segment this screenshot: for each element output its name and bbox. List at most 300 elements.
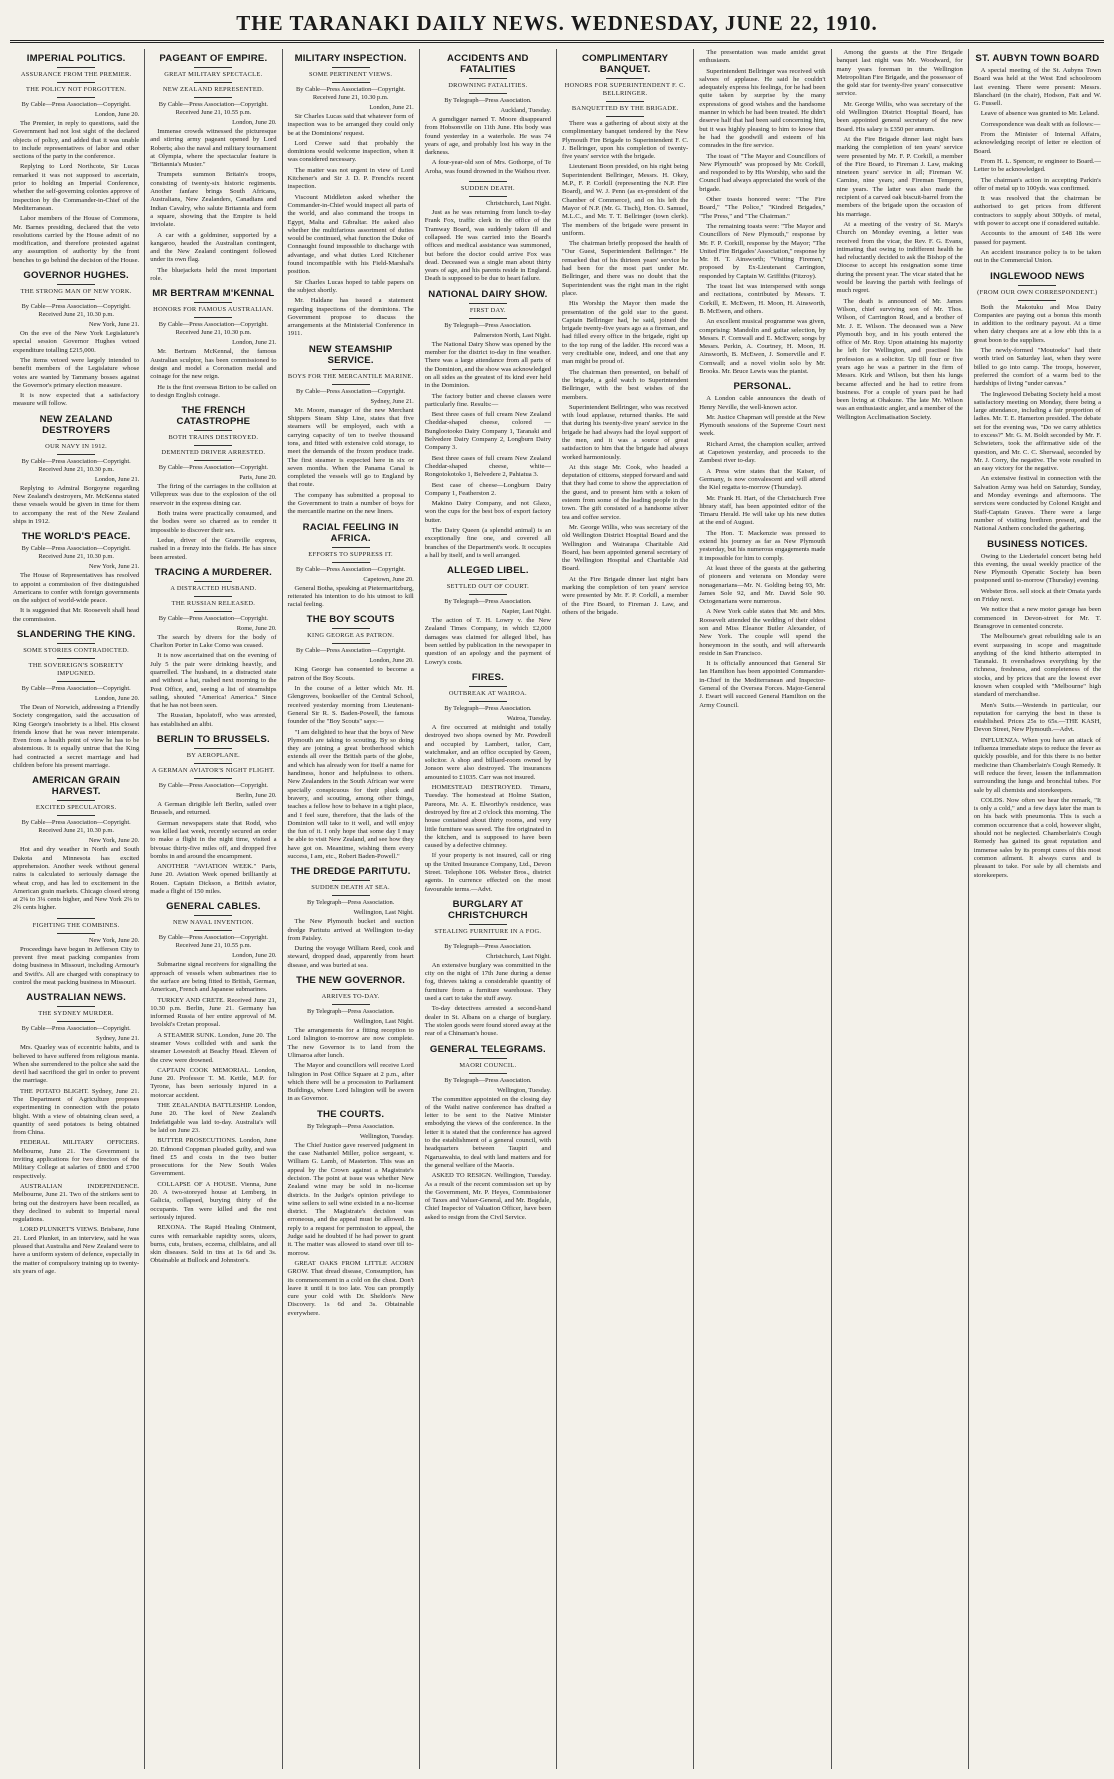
article [288,975,414,1104]
article [288,344,414,517]
article-paragraph: Mr. George Willis, who was secretary of the old Wellington District Hospital Board and the Wellington and Wairarapa Charitable Aid Board, has been appointed general secretary of the Wellington Hospital and Charitable Aid Board. [562,523,689,573]
divider-rule [1018,300,1056,301]
column-6 [694,49,831,1769]
article-subheading: FIGHTING THE COMBINES. [32,921,120,929]
divider-rule [194,915,232,916]
divider-rule [469,196,507,197]
divider-rule [194,67,232,68]
divider-rule [194,763,232,764]
article-paragraph: An accident insurance policy is to be taken out in the Commercial Union. [973,248,1101,265]
article-paragraph: A Press wire states that the Kaiser, of Germany, is now convalescent and will attend the Kiel regatta to-morrow (Thursday). [699,467,826,492]
article-subheading: A GERMAN AVIATOR'S NIGHT FLIGHT. [151,767,275,775]
article-paragraph: Trumpets summon Britain's troops, consisting of twenty-six historic regiments. Another fanfare brings South Africans, Australians, New Zealanders, Canadians and Indian Cavalry, who salute Britannia and form a square, showing that the Empire is held inviolate. [150,171,277,229]
article-subheading: BOYS FOR THE MERCANTILE MARINE. [287,372,414,380]
article-paragraph: The chairman's action in accepting Parkin's offer of metal up to 100yds. was confirmed. [973,176,1101,192]
article-dateline: New York, June 21. [88,563,140,571]
article [13,629,139,770]
article-dateline: London, June 20. [232,119,277,126]
article-byline: By Cable—Press Association—Copyright. [296,565,406,573]
article [150,53,276,283]
article-paragraph: The Russian, Ispolatoff, who was arrested, has established an alibi. [150,712,277,728]
article-subheading: FIRST DAY. [469,306,506,314]
article-dateline: Paris, June 20. [239,474,277,482]
article-paragraph: CAPTAIN COOK MEMORIAL. London, June 20. Professor T. M. Kettle, M.P. for Tyrone, has been seriously injured in a motorcar accident. [150,1066,277,1099]
article-headline: NATIONAL DAIRY SHOW. [428,288,548,300]
article-paragraph: The company has submitted a proposal to the Government to train a number of boys for the mercantile marine on the new liners. [287,491,414,516]
article-paragraph: The newly-formed "Moutoeka" had their worth tried on Saturday last, when they were billed to go into camp. The troops, however, preferred the comfort of a warm bed to the hardships of living "under canvas." [973,347,1101,388]
article-paragraph: The House of Representatives has resolved to appoint a commission of five distinguished Americans to confer with foreign governments on the subject of world-wide peace. [13,572,140,605]
article [13,775,139,912]
article-paragraph: The search by divers for the body of Charlton Porter in Lake Como was ceased. [150,633,277,650]
article-paragraph: The items vetoed were largely intended to benefit members of the Legislature whose votes are wanted by Tammany bosses against the Governor's primary election measure. [13,356,140,389]
article-subheading: BY AEROPLANE. [186,752,241,760]
article-paragraph: During the voyage William Reed, cook and steward, dropped dead, apparently from heart disease, and was buried at sea. [287,945,414,969]
divider-rule [469,181,507,182]
divider-rule [332,82,370,83]
article-subheading: (FROM OUR OWN CORRESPONDENT.) [977,288,1098,296]
article-paragraph: The toast of "The Mayor and Councillors of New Plymouth" was proposed by Mr. Corkill, and responded to by His Worship, who said the Council had always appreciated the work of the brigade. [699,152,826,193]
article-byline: By Telegraph—Press Association. [444,97,532,104]
article-headline: IMPERIAL POLITICS. [26,53,126,64]
article-paragraph: GREAT OAKS FROM LITTLE ACORN GROW. That dread disease, Consumption, has its commencement in a cold on the chest. Don't leave it until it is too late. You can promptly cure your cold with Dr. Sheldon's New Discovery. 1s 6d and 3s. Obtainable everywhere. [287,1259,414,1317]
article-paragraph: An extensive festival in connection with the Salvation Army was held on Saturday, Sunday, and Monday evenings and afternoons. The services were conducted by Colonel Knight and Staff-Captain Graves. There were a large number of visiting brethren present, and the National Anthem concluded the gathering. [973,475,1101,533]
article [13,53,139,265]
article-paragraph: The Mayor and councillors will receive Lord Islington in Post Office Square at 2 p.m., after which there will be a procession to Parliament Buildings, where Lord Islington will be sworn in as Governor. [287,1062,414,1103]
article [425,565,551,667]
divider-rule [332,384,370,385]
divider-rule [1018,285,1056,286]
article-dateline: Capetown, June 20. [363,575,414,583]
article-headline: MILITARY INSPECTION. [294,53,407,64]
article-dateline: New York, June 20. [88,837,140,845]
article-headline: THE COURTS. [317,1108,385,1120]
article-paragraph: ANOTHER "AVIATION WEEK." Paris, June 20. Aviation Week opened brilliantly at Rouen. Captain Dickson, a British aviator, made a flight of 150 miles. [150,863,277,896]
divider-rule [469,594,507,595]
article-paragraph: HOMESTEAD DESTROYED. Timaru, Tuesday. The homestead at Holme Station, Pareora, Mr. A. E. Elworthy's residence, was destroyed by fire at 2 o'clock this morning. The house contained about thirty rooms, and very little furniture was saved. The fire originated in the kitchen, and is supposed to have been caused by a defective chimney. [424,784,551,850]
divider-rule [469,1073,507,1074]
article-byline: By Telegraph—Press Association. [444,942,532,950]
article-paragraph: INFLUENZA. When you have an attack of influenza immediate steps to reduce the fever as quickly possible, and for this there is no better medicine than Chamberlain's Cough Remedy. It will reduce the fever, lessen the inflammation surrounding the lungs and bronchial tubes. For sale by all chemists and storekeepers. [973,736,1101,794]
article-paragraph: Mr. Frank H. Hart, of the Christchurch Free library staff, has been appointed editor of the Timaru Herald. He will take up his new duties at the end of August. [699,494,826,527]
article-byline: By Telegraph—Press Association. [444,321,532,329]
article-paragraph: Viscount Middleton asked whether the Commander-in-Chief would inspect all parts of the world, and also command the troops in Egypt, Malta and Gibraltar. He asked also whether the multifarious assortment of duties would be continued, what function the Duke of Connaught found impossible to discharge with advantage, and what duties Lord Kitchener found incompatible with his Field-Marshal's position. [287,193,414,276]
article-paragraph: "I am delighted to hear that the boys of New Plymouth are taking to scouting. By so doing they are joining a great brotherhood which extends all over the British parts of the globe, and which has already won for itself a name for handiness, honor and helpfulness to others. New Zealanders in the South African war were specially conspicuous for their pluck and bravery, and scouting, among other things, teaches a fellow how to behave in a tight place, and I feel sure, therefore, that the lads of the Dominion will take to it well, and will enjoy the fun of it. I only hope that some day I may be able to visit New Zealand, and see how they have got on. Meantime, wishing them every success, I am, etc., Robert Baden-Powell." [287,728,414,860]
divider-rule [194,430,232,431]
article-subheading: THE SOVEREIGN'S SOBRIETY IMPUGNED. [28,661,124,677]
article [288,53,414,339]
article-headline: BERLIN TO BRUSSELS. [156,734,270,746]
article-paragraph: A special meeting of the St. Aubyns Town Board was held at the West End schoolroom last evening. There were present: Messrs. Blanchard (in the chair), Hodson, Fait and W. G. Fussell. [973,67,1101,108]
divider-rule [194,97,232,98]
newspaper-title: THE TARANAKI DAILY NEWS. WEDNESDAY, JUNE 22, 1910. [236,11,878,35]
article-paragraph: We notice that a new motor garage has been commenced in Devon-street for Mr. T. Bransgrove in cemented concrete. [973,606,1101,630]
article-paragraph: At least three of the guests at the gathering of pioneers and veterans on Monday were nonagenarians—Mr. N. Golding being 93, Mr. James Sole 92, and Mr. David Sole 90. Octogenarians were numerous. [699,564,826,606]
article [425,53,551,176]
article-subheading: BANQUETTED BY THE BRIGADE. [571,105,679,112]
article-paragraph: A fire occurred at midnight and totally destroyed two shops owned by Mr. Powdrell and occupied by Lambert, tailor, Carr, watchmaker, and an office occupied by Green, solicitor. A shop and billiard-room owned by Jonson were also destroyed. The insurances amounted to £1035. Carr was not insured. [424,723,551,781]
article-paragraph: Best case of cheese—Longburn Dairy Company 1, Featherston 2. [424,481,551,497]
article-dateline: New York, June 21. [88,321,140,329]
article-paragraph: On the eve of the New York Legislature's special session Governor Hughes vetoed expenditure totalling £215,000. [13,330,140,354]
divider-rule [57,681,95,682]
article-subheading: MAORI COUNCIL. [459,1061,517,1069]
article-headline: AMERICAN GRAIN HARVEST. [32,775,121,798]
divider-rule [194,596,232,597]
divider-rule [57,1021,95,1022]
article-paragraph: The presentation was made amidst great enthusiasm. [699,49,826,65]
article-dateline: London, June 20. [232,952,277,960]
article-paragraph: Superintendent Bellringer, who was received with loud applause, returned thanks. He said that during his twenty-five years' service in the brigade he had always had the loyal support of the men, and it was a source of great satisfaction to him that the brigade had always worked harmoniously. [562,403,689,461]
article-byline: By Telegraph—Press Association. [444,1076,532,1084]
article-paragraph: German newspapers state that Rodd, who was killed last week, recently secured an order to make a flight in the night time, visited a bivouac thirty-five miles off, and dropped five bombs in and around the encampment. [150,819,277,860]
article-byline: By Telegraph—Press Association. [306,1122,395,1130]
article-paragraph: Mr. Moore, manager of the new Merchant Shippers Steam Ship Line, states that five steamers will be employed, each with a carrying capacity of ten to twelve thousand tons, and fitted with extensive cold storage, to meet the demands of the frozen produce trade. The first steamer is expected here in six or seven months. When the Panama Canal is completed the vessels will go to England by that route. [287,406,414,489]
article-byline: By Cable—Press Association—Copyright. Received June 21, 10.30 p.m. [296,86,406,101]
article-paragraph: Mr. Bertram McKennal, the famous Australian sculptor, has been commissioned to design and model a Coronation medal and coinage for the new reign. [150,348,277,381]
article-headline: GOVERNOR HUGHES. [23,270,129,282]
article-paragraph: REXONA. The Rapid Healing Ointment, cures with remarkable rapidity sores, ulcers, burns, cuts, bruises, eczema, chilblains, and all skin diseases. Sold in tins at 1s 6d and 3s. Obtainable at Bullock and Johnston's. [150,1224,277,1265]
article-paragraph: Makino Dairy Company, and not Glaxo, won the cups for the best box of export factory butter. [424,500,551,524]
divider-rule [57,439,95,440]
article-paragraph: From H. L. Spencer, re engineer to Board.—Letter to be acknowledged. [973,157,1101,174]
divider-rule [57,299,95,300]
article-headline: AUSTRALIAN NEWS. [26,992,126,1004]
article [837,49,963,422]
article-paragraph: The factory butter and cheese classes were particularly fine. Results:— [424,392,551,408]
divider-rule [332,67,370,68]
article [288,614,414,861]
article-dateline: London, June 21. [232,339,277,347]
article-paragraph: ASKED TO RESIGN. Wellington, Tuesday. As a result of the recent commission set up by the Government, Mr. P. Heyes, Commissioner of Taxes and Valuer-General, and Mr. Bogdale, Chief Inspector of Valuation Officer, have been asked to resign from the Civil Service. [424,1172,551,1221]
article-paragraph: An excellent musical programme was given, comprising: Mandolin and guitar selection, by Messrs. F. Cornwall and E. McEwen; songs by Messrs. Perkin, A. Courtney, H. Moon, H. Ainsworth, B. McEwen, J. Somerville and F. Cornwall; and a novel violin solo by Mr. Brooks. Mr. Bruce Lewis was the pianist. [699,318,826,375]
article-paragraph: Men's Suits.—Westends in particular, our reputation for carrying the best in these is established. Prices 25s to 65s.—THE KASH, Devon Street, New Plymouth.—Advt. [973,701,1101,734]
article [150,405,276,562]
article-headline: RACIAL FEELING IN AFRICA. [302,521,399,544]
article-paragraph: It is suggested that Mr. Roosevelt shall head the commission. [13,607,140,623]
article-paragraph: The toast list was interspersed with songs and recitations, contributed by Messrs. T. Corkill, E. McEwen, H. Moon, H. Ainsworth, B. McEwen, and others. [699,283,826,315]
article-dateline: Palmerston North, Last Night. [473,331,551,339]
article-byline: By Telegraph—Press Association. [444,598,532,606]
article-paragraph: It is now ascertained that on the evening of July 5 the pair were drinking heavily, and quarrelled. The husband, in a distracted state and without a hat, rushed next morning to the Post Office, and, seeing a list of steamships sailing, shouted "America! America." Since that he has not been seen. [150,652,277,710]
divider-rule [332,880,370,881]
divider-rule [57,815,95,816]
article-paragraph: The Melbourne's great rebuilding sale is an event surpassing in scope and magnitude anything of the kind hitherto attempted in Taranaki. It overshadows everything by the richness, freshness, and completeness of the stocks, and by prices that are the lowest ever known when coupled with "Melbourne" high standard of merchandise. [973,633,1101,699]
divider-rule [194,82,232,83]
article-paragraph: The chairman then presented, on behalf of the brigade, a gold watch to Superintendent Bellringer, with the best wishes of the members. [562,368,689,401]
article-subheading: THE POLICY NOT FORGOTTEN. [26,86,127,93]
article-byline: By Cable—Press Association—Copyright. Received June 21, 10.30 p.m. [21,545,131,561]
column-8 [969,49,1106,1769]
article [425,181,551,284]
article-subheading: ASSURANCE FROM THE PREMIER. [20,71,132,78]
article [150,734,276,896]
article-paragraph: A German dirigible left Berlin, sailed over Brussels, and returned. [150,801,277,817]
divider-rule [606,78,644,79]
divider-rule [469,579,507,580]
article-paragraph: The Premier, in reply to questions, said the Government had not lost sight of the declared objects of policy, and added that it was unable to include representatives of labor and other sections of the party in the conference. [13,120,140,161]
article-paragraph: Correspondence was dealt with as follows:— [980,120,1101,128]
article-dateline: London, June 21. [369,104,414,111]
article [425,899,551,1039]
article-paragraph: At the Fire Brigade dinner last night bars marking the completion of ten years' service were presented by Mr. F. P. Corkill, a member of the Fire Board, to Fireman J. Law, and others of the brigade. [562,575,689,616]
article-paragraph: Replying to Lord Northcote, Sir Lucas remarked it was not supposed to ascertain, prior to holding an Imperial Conference, whether the self-governing colonies approve of inspection by the Commander-in-Chief of the Mediterranean. [13,163,140,212]
article [13,414,139,526]
divider-rule [332,1004,370,1005]
article [150,567,276,729]
article-byline: By Cable—Press Association—Copyright. [296,387,406,395]
divider-rule [469,1058,507,1059]
divider-rule [57,284,95,285]
article-byline: By Cable—Press Association—Copyright. [158,614,268,622]
article-paragraph: At a meeting of the vestry of St. Mary's Church on Monday evening, a letter was received from the vicar, the Rev. F. G. Evans, intimating that owing to indifferent health he had reluctantly decided to ask the Bishop of the Diocese to accept his resignation some time during the present year. The vicar stated that he would be leaving the parish with feelings of much regret. [836,220,963,295]
article-dateline: London, June 20. [94,111,140,118]
article-headline: ACCIDENTS AND FATALITIES [447,53,529,75]
article-paragraph: King George has consented to become a patron of the Boy Scouts. [287,666,414,682]
divider-rule [194,445,232,446]
article-headline: PERSONAL. [733,381,792,393]
divider-rule [194,317,232,318]
article-paragraph: General Botha, speaking at Pietermaritzburg, reiterated his intention to do his utmost to kill racial feeling. [287,584,414,609]
article-paragraph: THE POTATO BLIGHT. Sydney, June 21. The Department of Agriculture proposes experimenting in connection with the potato blight. With a view of obtaining clean seed, a quantity of seed potatoes is being obtained from China. [13,1087,140,1137]
article-dateline: Wellington, Last Night. [353,909,414,917]
article-paragraph: In the course of a letter which Mr. H. Glengroves, bookseller of the Central School, received yesterday morning from Lieutenant-General Sir R. S. Baden-Powell, the famous founder of the "Boy Scouts" says:— [287,685,414,726]
article-subheading: SOME PERTINENT VIEWS. [308,71,393,78]
divider-rule [194,302,232,303]
article-paragraph: THE ZEALANDIA BATTLESHIP. London, June 20. The keel of New Zealand's Indefatigable was laid to-day. Australia's will be laid on June 23. [150,1102,277,1134]
article-subheading: THE STRONG MAN OF NEW YORK. [20,288,132,296]
article-paragraph: It was resolved that the chairman be authorised to get prices from different contractors to supply about 300yds. of metal, with power to accept one if considered suitable. [973,195,1101,228]
article-headline: NEW STEAMSHIP SERVICE. [308,343,393,366]
divider-rule [194,748,232,749]
divider-rule [332,643,370,644]
article [974,53,1101,266]
article-paragraph: Other toasts honored were: "The Fire Board," "The Police," "Kindred Brigades," "The Press," and "The Chairman." [699,196,826,220]
article-paragraph: The Hon. T. Mackenzie was pressed to extend his journey as far as New Plymouth yesterday, but his numerous engagements made it impossible for him to comply. [699,529,826,562]
article-byline: By Telegraph—Press Association. [306,899,395,907]
article-subheading: THE RUSSIAN RELEASED. [171,599,256,607]
article-paragraph: The National Dairy Show was opened by the member for the district to-day in fine weather. There was a large attendance from all parts of the Dominion, and the show was acknowledged on all sides as the greatest of its kind ever held in the Dominion. [424,340,551,390]
divider-rule [194,778,232,779]
article-headline: INGLEWOOD NEWS [990,270,1085,282]
article-dateline: Sydney, June 21. [370,397,414,405]
article-headline: BURGLARY AT CHRISTCHURCH [448,898,528,921]
article-subheading: ARRIVES TO-DAY. [321,993,380,1001]
article-paragraph: A New York cable states that Mr. and Mrs. Roosevelt attended the wedding of their eldest son and Miss Eleanor Butler Alexander, of New York. The couple will spend the honeymoon in the south, and will afterwards reside in San Francisco. [699,608,826,657]
divider-rule [332,547,370,548]
divider-rule [57,97,95,98]
divider-rule [57,454,95,455]
article-paragraph: The chairman briefly proposed the health of "Our Guest, Superintendent Bellringer." He remarked that of his thirteen years' service he had been for the most part under Mr. Bellringer, and there was no doubt that the Superintendent was the right man in the right place. [562,240,689,297]
article [288,866,414,970]
article-paragraph: The committee appointed on the closing day of the Waihi native conference has drafted a letter to be sent to the Native Minister embodying the views of the conference. In the letter it is stated that the conference has agreed to the establishment of a general council, with headquarters between Taupiri and Ngaruawahia, to deal with land matters and for the general welfare of the Maoris. [424,1095,551,1169]
article-paragraph: The Dean of Norwich, addressing a Friendly Society congregation, said the accusation of King George's insobriety is a libel. His closest friends know that he was never intemperate. Even from a health point of view he has to be abstemious. It is equally untrue that the King had contracted a secret marriage and had children before his present marriage. [13,703,140,770]
article-headline: ST. AUBYN TOWN BOARD [975,53,1100,64]
article-paragraph: A STEAMER SUNK. London, June 20. The steamer Vows collided with and sank the steamer Lowestoft at Beachy Head. Eleven of the crew were drowned. [150,1031,277,1064]
article-paragraph: Webster Bros. sell stock at their Omata yards on Friday next. [973,587,1101,604]
divider-rule [57,82,95,83]
article-subheading: OUTBREAK AT WAIROA. [448,689,527,697]
article-subheading: DROWNING FATALITIES. [448,82,528,89]
article-paragraph: The action of T. H. Lowry v. the New Zealand Times Company, in which £2,000 damages was claimed for alleged libel, has been settled by publication in the newspaper in question of an apology and the payment of Lowry's costs. [424,617,551,666]
article-headline: ALLEGED LIBEL. [447,565,529,577]
newspaper-page [8,49,1106,1769]
article-paragraph: The firing of the carriages in the collision at Villepreux was due to the explosion of the oil reservoir in the express dining car. [150,483,277,507]
column-4 [420,49,557,1769]
article-subheading: STEALING FURNITURE IN A FOG. [434,927,542,935]
article-paragraph: LORD PLUNKET'S VIEWS. Brisbane, June 21. Lord Plunket, in an interview, said he was pleased that Australia and New Zealand were to have a uniform system of defence, especially in the matter of compulsory training up to twenty-six years of age. [13,1226,140,1275]
article-paragraph: Best three cases of full cream New Zealand Cheddar-shaped cheese, white—Rongotokotoko 1, Belvedere 2, Pahiatua 3. [424,454,551,479]
divider-rule [194,930,232,931]
article-byline: By Cable—Press Association—Copyright. Received June 21, 10.55 p.m. [158,934,268,950]
article-dateline: Wellington, Tuesday. [497,1086,551,1094]
column-3 [283,49,420,1769]
article-subheading: EXCITED SPECULATORS. [35,804,117,812]
article-paragraph: The death is announced of Mr. James Wilson, chief surviving son of Mr. Thos. Wilson, of Carrington Road, and a brother of Mr. J. E. Wilson. The deceased was a New Plymouth boy, and in his youth entered the office of Mr. Roy. Upon attaining his majority he left for Wellington, and practised his profession as a solicitor. Up till four or five years ago he was a partner in the firm of Messrs. Kirk and Wilson, but then his lungs became affected and he had to retire from business. For a couple of years past he had been living at Ohakune. The late Mr. Wilson was an enthusiastic angler, and a member of the Wellington Acclimatisation Society. [836,297,963,421]
article-byline: By Cable—Press Association—Copyright. [21,1025,131,1033]
article-headline: GENERAL CABLES. [166,901,261,913]
article-subheading: EFFORTS TO SUPPRESS IT. [308,550,393,558]
article-byline: By Cable—Press Association—Copyright. Received June 21, 10.30 p.m. [158,321,268,337]
divider-rule [469,939,507,940]
article-paragraph: COLDS. Now often we hear the remark, "It is only a cold," and a few days later the man is on his back with pneumonia. This is such a common occurrence that a cold, however slight, should not be neglected. Chamberlain's Cough Remedy has gained its great reputation and immense sales by its prompt cures of this most common ailment. It always cures and is pleasant to take. For sale by all chemists and storekeepers. [973,796,1101,879]
article-paragraph: BUTTER PROSECUTIONS. London, June 20. Edmond Coppman pleaded guilty, and was fined £5 and costs in the two butter prosecutions for the New South Wales Government. [150,1137,277,1178]
article-dateline: Christchurch, Last Night. [486,952,551,960]
article-paragraph: Proceedings have begun in Jefferson City to prevent five meat packing companies from doing business in Missouri, including Armour's and Swift's. All are charged with conspiracy to control the meat packing business in Missouri. [13,945,140,986]
article-headline: GENERAL TELEGRAMS. [429,1043,546,1055]
article-paragraph: The New Plymouth bucket and suction dredge Paritutu arrived at Wellington to-day from Paisley. [287,918,414,942]
article-paragraph: Superintendent Bellringer was received with salvoes of applause. He said he couldn't adequately express his feelings, for he had been quite taken by surprise by the many expressions of good wishes and the handsome manner in which he had been treated. He didn't deserve half that had been said concerning him, but it was highly pleasing to him to know that he had the goodwill and esteem of his comrades in the fire service. [699,67,826,150]
article-dateline: Wairoa, Tuesday. [507,714,551,722]
article-paragraph: Both trains were practically consumed, and the bodies were so charred as to render it impossible to discover their sex. [150,510,277,534]
article-paragraph: Mr. George Willis, who was secretary of the old Wellington District Hospital Board, has been appointed general secretary of the new Board. His salary is £350 per annum. [836,100,963,133]
column-1 [8,49,145,1769]
article-paragraph: Leave of absence was granted to Mr. Leland. [980,110,1100,118]
article-paragraph: Replying to Admiral Borgoyne regarding New Zealand's destroyers, Mr. McKenna stated these vessels would be given in time for them to accompany the rest of the New Zealand ships in 1912. [13,484,140,525]
article-paragraph: Mr. Haldane has issued a statement regarding inspections of the dominions. The Government propose to discuss the arrangements at the Ministerial Conference in 1911. [287,297,414,338]
article-paragraph: Among the guests at the Fire Brigade banquet last night was Mr. Woodward, for many years foreman in the Wellington Metropolitan Fire Brigade, and the possessor of the gold star for twenty-five years' consecutive service. [836,49,963,98]
article-byline: By Cable—Press Association—Copyright. Received June 21, 10.30 p.m. [21,819,131,835]
article-dateline: Berlin, June 20. [236,792,277,800]
article-byline: By Telegraph—Press Association. [306,1008,395,1016]
article-subheading: NEW NAVAL INVENTION. [172,919,254,927]
article-subheading: SETTLED OUT OF COURT. [446,583,530,591]
article-paragraph: An extensive burglary was committed in the city on the night of 17th June during a dense fog, thieves taking a considerable quantity of furniture from a furniture warehouse. They used a cart to take the stuff away. [424,961,551,1003]
article-subheading: SUDDEN DEATH. [460,185,515,193]
article-subheading: OUR NAVY IN 1912. [45,442,108,450]
article-dateline: Wellington, Tuesday. [359,1132,414,1140]
article-headline: THE WORLD'S PEACE. [21,531,131,543]
article-paragraph: Submarine signal receivers for signalling the approach of vessels when submarines rise to the surface are being fitted to British, German, American, French and Japanese submarines. [150,961,277,994]
article-paragraph: AUSTRALIAN INDEPENDENCE. Melbourne, June 21. Two of the strikers sent to bring out the destroyers have been recalled, as they declined to submit to Imperial naval regulations. [13,1182,140,1224]
article-subheading: SOME STORIES CONTRADICTED. [23,646,130,654]
article-paragraph: Labor members of the House of Commons, Mr. Barnes presiding, declared that the veto resolutions carried by the House admit of no modification, and therefore protested against any assumption of authority by the front benches to go behind the decision of the House. [13,215,140,264]
article-headline: NEW ZEALAND DESTROYERS [39,413,113,436]
divider-rule [57,643,95,644]
article-byline: By Cable—Press Association—Copyright. Received June 21, 10.30 p.m. [21,303,131,319]
article-paragraph: COLLAPSE OF A HOUSE. Vienna, June 20. A two-storeyed house at Lemberg, in Galicia, collapsed, burying thirty of the occupants. Ten were killed and the rest seriously injured. [150,1180,277,1221]
divider-rule [469,701,507,702]
article-paragraph: At this stage Mr. Cook, who headed a deputation of citizens, stepped forward and said that they had come to show the appreciation of the guest, and to present him with a token of esteem from some of the leading people in the town. The gift consisted of a handsome silver tea and coffee service. [562,463,689,521]
article [13,992,139,1276]
divider-rule [57,1006,95,1007]
article-paragraph: From the Minister of Internal Affairs, acknowledging receipt of letter re election of Board. [973,131,1101,155]
article-paragraph: The bluejackets held the most important role. [150,266,277,283]
divider-rule [332,369,370,370]
article-subheading: BOTH TRAINS DESTROYED. [168,434,259,442]
article-dateline: Rome, June 20. [236,624,277,632]
article-paragraph: Best three cases of full cream New Zealand Cheddar-shaped cheese, colored —Bunglootooko Dairy Company 1, Taranaki and Belvedere Dairy Company 2, Longburn Dairy Company 3. [424,411,551,452]
divider-rule [194,581,232,582]
article-subheading: DEMENTED DRIVER ARRESTED. [161,449,266,457]
article [699,381,825,710]
article-paragraph: Owing to the Liedertafel concert being held this evening, the usual weekly practice of the New Plymouth Operatic Society has been postponed until to-morrow (Thursday) evening. [973,552,1101,585]
article [974,271,1101,534]
article [150,288,276,400]
article [288,1109,414,1318]
article [699,49,825,376]
article [13,918,139,987]
article-paragraph: Accounts to the amount of £48 18s were passed for payment. [973,230,1101,246]
divider-rule [57,800,95,801]
article [425,289,551,560]
article-paragraph: TURKEY AND CRETE. Received June 21, 10.30 p.m. Berlin, June 21. Germany has informed Russia of her entire approval of M. Isvolski's Cretan proposal. [150,996,277,1029]
article-byline: By Cable—Press Association—Copyright. Received June 21, 10.30 p.m. [21,457,131,473]
article-dateline: Auckland, Tuesday. [500,107,551,114]
divider-rule [332,628,370,629]
article-paragraph: It is now expected that a satisfactory measure will follow. [13,392,140,408]
article-subheading: A DISTRACTED HUSBAND. [170,584,257,592]
article-headline: TRACING A MURDERER. [154,566,272,578]
article-paragraph: The Dairy Queen (a splendid animal) is an exceptionally fine one, and covered all branches of the Department's work. It occupies a hall by itself, and is well arranged. [424,526,551,559]
article-paragraph: Both the Makotuku and Moa Dairy Companies are paying out a bonus this month in addition to the ordinary payout. At a time when dairy cheques are at a low ebb this is a great boon to the suppliers. [973,303,1101,344]
article-headline: THE BOY SCOUTS [306,614,395,626]
article-paragraph: He is the first overseas Briton to be called on to design English coinage. [150,383,277,399]
divider-rule [606,116,644,117]
article-dateline: Napier, Last Night. [501,608,551,616]
article-headline: PAGEANT OF EMPIRE. [159,53,268,64]
divider-rule [332,989,370,990]
article-paragraph: At the Fire Brigade dinner last night bars marking the completion of ten years' service were presented by Mr. F. P. Corkill, a member of the Fire Board, to Fireman J. Law, making nineteen years' service in all; Fireman W. Carnine, nine years; and Fireman Tempero, nine years. The latter was also made the recipient of a carved oak biscuit-barrel from the members of the brigade upon the occasion of his marriage. [836,135,963,218]
article-paragraph: Immense crowds witnessed the picturesque and stirring army pageant opened by Lord Roberts; also the naval and military tournament at Olympia, where the spectacular feature is "Britannia's Muster." [150,128,277,169]
article-paragraph: Sir Charles Lucas hoped to table papers on the subject shortly. [287,278,414,294]
divider-rule [469,924,507,925]
article-dateline: London, June 20. [369,657,414,665]
article [13,270,139,409]
article-dateline: Sydney, June 21. [95,1035,140,1043]
article-paragraph: Just as he was returning from lunch to-day Frank Fox, traffic clerk in the office of the Tramway Board, was suddenly taken ill and collapsed. He was carried into the Board's offices and medical assistance was summoned, but before the doctor could arrive Fox was dead. Deceased was a single man about thirty years of age, and his parents reside in England. Death is supposed to be due to heart failure. [424,209,551,283]
column-7 [832,49,969,1769]
article-paragraph: Richard Arnst, the champion sculler, arrived at Capetown yesterday, and proceeds to the Zambesi river to-day. [699,440,826,465]
article-headline: SLANDERING THE KING. [16,628,136,640]
article [974,539,1101,880]
divider-rule [57,933,95,934]
article-paragraph: Lieutenant Boon presided, on his right being Superintendent Bellringer, Messrs. H. Okey, M.P., F. P. Corkill (representing the N.P. Fire Board), and W. J. Penn (as ex-president of the Chamber of Commerce), and on his left the Mayor of N.P. (Mr. G. Tisch), Hon. O. Samuel, M.L.C., and Mr. T. T. Bellringer (town clerk). The members of the brigade were present in uniform. [562,163,689,237]
article-paragraph: The Inglewood Debating Society held a most satisfactory meeting on Monday, there being a large attendance, including a fair proportion of ladies. Mr. T. E. Hamerton presided. The debate set for the evening was, "Do we carry athletics to excess?" Mr. G. M. Boldt seconded by Mr. F. Schwieters, took the affirmative side of the question, and Mr. C. C. Sherwaal, seconded by Mr. J. Corry, the negative. The vote resulted in an easy victory for the negative. [973,390,1101,473]
article-paragraph: The matter was not urgent in view of Lord Kitchener's and Sir J. D. P. French's recent inspection. [287,166,414,191]
article [562,53,688,617]
article-byline: By Cable—Press Association—Copyright. [21,684,131,692]
article-dateline: London, June 20. [94,694,140,702]
article-paragraph: To-day detectives arrested a second-hand dealer in St. Albans on a charge of burglary. The stolen goods were found stored away at the rear of a Chinaman's house. [424,1005,551,1038]
divider-rule [194,611,232,612]
divider-rule [469,318,507,319]
article-paragraph: There was a gathering of about sixty at the complimentary banquet tendered by the New Plymouth Fire Brigade to Superintendent F. C. J. Bellringer, upon his completion of twenty-five years' service with the brigade. [562,120,689,161]
article-subheading: SUDDEN DEATH AT SEA. [311,884,390,892]
article-headline: BUSINESS NOTICES. [987,538,1088,550]
article-paragraph: Ledue, driver of the Granville express, rushed in a frenzy into the fields. He has since been arrested. [150,536,277,561]
article-headline: COMPLIMENTARY BANQUET. [581,53,669,75]
article-paragraph: The arrangements for a fitting reception to Lord Islington to-morrow are now complete. The new Governor is to land from the Ulimaroa after lunch. [287,1027,414,1059]
